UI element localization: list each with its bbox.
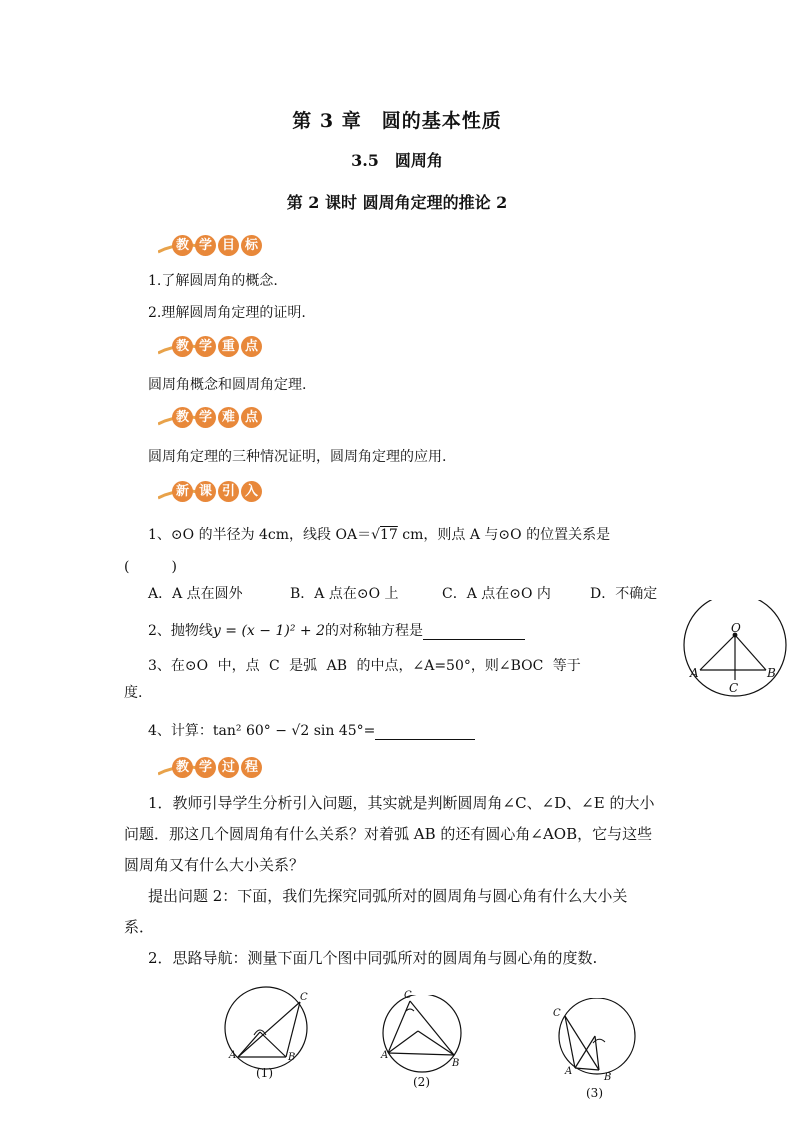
q2-answer-blank[interactable]	[423, 623, 525, 640]
section-title: 3.5 圆周角	[351, 151, 443, 170]
q1-option-a: A．A 点在圆外	[148, 586, 243, 602]
question-3-cont: 度.	[124, 685, 143, 701]
sqrt-symbol: √	[371, 527, 380, 543]
fig2-label-a: A	[381, 1050, 389, 1061]
label-o: O	[731, 621, 741, 635]
process-p3: 2．思路导航：测量下面几个图中同弧所对的圆周角与圆心角的度数.	[148, 949, 598, 967]
process-p2-line1: 提出问题 2：下面，我们先探究同弧所对的圆周角与圆心角有什么大小关	[148, 887, 628, 905]
q2-text-b: 的对称轴方程是	[324, 623, 423, 639]
badge-char: 点	[241, 407, 262, 428]
badge-difficulties	[158, 404, 268, 430]
q1-text-b: cm，则点 A 与⊙O 的位置关系是	[397, 527, 611, 543]
badge-char: 引	[218, 481, 239, 502]
q1-text-a: 1、⊙O 的半径为 4cm，线段 OA＝	[148, 527, 372, 543]
q1-option-d: D．不确定	[590, 586, 658, 602]
label-c: C	[729, 681, 739, 695]
goal-item-2: 2.理解圆周角定理的证明.	[148, 305, 306, 321]
badge-char: 标	[241, 235, 262, 256]
question-3: 3、在⊙O 中，点 C 是弧 AB 的中点，∠A=50°，则∠BOC 等于	[148, 658, 581, 674]
fig3-label-c: C	[553, 1008, 561, 1019]
q1-sqrt-value: 17	[380, 527, 398, 543]
badge-char: 新	[172, 481, 193, 502]
badge-key-points	[158, 333, 268, 359]
q4-formula: tan² 60° − √2 sin 45°=	[212, 723, 376, 739]
badge-teaching-process	[158, 754, 268, 780]
badge-char: 目	[218, 235, 239, 256]
q1-answer-paren: ( )	[124, 559, 177, 575]
q1-option-b: B．A 点在⊙O 上	[290, 586, 399, 602]
process-p2-line2: 系．	[124, 918, 155, 936]
chapter-title: 第 3 章 圆的基本性质	[292, 110, 502, 132]
key-points-text: 圆周角概念和圆周角定理.	[148, 377, 307, 393]
q2-formula: y = (x − 1)² + 2	[212, 623, 325, 639]
q2-text-a: 2、抛物线	[148, 623, 213, 639]
badge-new-lesson-intro	[158, 478, 268, 504]
badge-char: 学	[195, 407, 216, 428]
badge-char: 教	[172, 757, 193, 778]
process-p1-line3: 圆周角又有什么大小关系？	[124, 856, 305, 874]
fig2-label-b: B	[452, 1058, 460, 1069]
badge-char: 重	[218, 336, 239, 357]
difficulties-text: 圆周角定理的三种情况证明，圆周角定理的应用.	[148, 449, 447, 465]
badge-char: 点	[241, 336, 262, 357]
label-b: B	[767, 666, 776, 680]
goal-item-1: 1.了解圆周角的概念.	[148, 273, 278, 289]
badge-teaching-goals	[158, 232, 268, 258]
question-2	[148, 620, 525, 640]
fig1-caption: (1)	[256, 1066, 273, 1080]
badge-char: 教	[172, 235, 193, 256]
lesson-title: 第 2 课时 圆周角定理的推论 2	[286, 193, 508, 212]
label-a: A	[690, 666, 699, 680]
badge-char: 课	[195, 481, 216, 502]
badge-char: 教	[172, 407, 193, 428]
question-4	[148, 720, 475, 740]
badge-char: 学	[195, 757, 216, 778]
fig1-label-c: C	[300, 992, 308, 1003]
process-p1-line2: 问题．那这几个圆周角有什么关系？对着弧 AB 的还有圆心角∠AOB，它与这些	[124, 825, 653, 843]
badge-char: 入	[241, 481, 262, 502]
fig3-caption: (3)	[586, 1086, 603, 1100]
badge-char: 学	[195, 235, 216, 256]
process-p1-line1: 1．教师引导学生分析引入问题，其实就是判断圆周角∠C、∠D、∠E 的大小	[148, 794, 655, 812]
badge-char: 教	[172, 336, 193, 357]
question-1	[148, 524, 610, 544]
fig3-label-b: B	[604, 1072, 612, 1083]
fig1-label-a: A	[229, 1050, 237, 1061]
fig2-caption: (2)	[413, 1075, 430, 1089]
badge-char: 难	[218, 407, 239, 428]
q4-answer-blank[interactable]	[375, 723, 475, 740]
fig3-label-a: A	[565, 1066, 573, 1077]
q1-option-c: C．A 点在⊙O 内	[442, 586, 551, 602]
badge-char: 过	[218, 757, 239, 778]
badge-char: 学	[195, 336, 216, 357]
fig2-label-c: C	[404, 990, 412, 1001]
q4-text-a: 4、计算：	[148, 723, 213, 739]
badge-char: 程	[241, 757, 262, 778]
fig1-label-b: B	[288, 1052, 296, 1063]
